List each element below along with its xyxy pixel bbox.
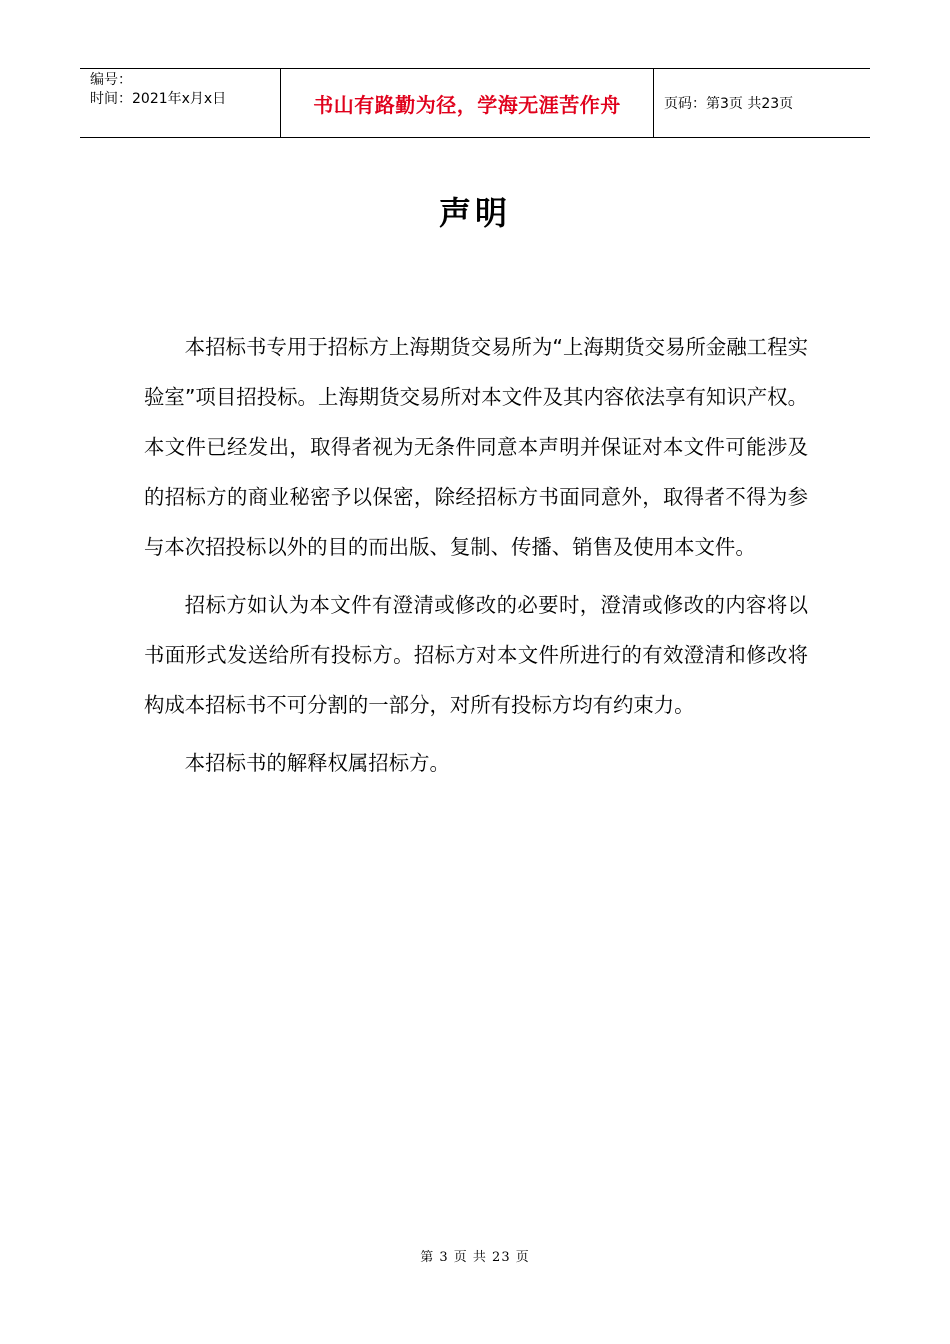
header-page-info: 页码：第3页 共23页 [664, 96, 794, 112]
document-body [144, 322, 808, 796]
document-time-label: 时间：2021年x月x日 [90, 91, 227, 107]
header-motto-cell [281, 69, 654, 137]
body-paragraph-2: 招标方如认为本文件有澄清或修改的必要时，澄清或修改的内容将以书面形式发送给所有投标方。招标方对本文件所进行的有效澄清和修改将构成本招标书不可分割的一部分，对所有投标方均有约束力。 [144, 593, 808, 717]
header-motto: 书山有路勤为径，学海无涯苦作舟 [313, 92, 621, 117]
header-meta-cell [80, 69, 281, 137]
header-page-cell [654, 69, 870, 137]
page-footer: 第 3 页 共 23 页 [420, 1250, 530, 1265]
page-header [80, 68, 870, 138]
body-paragraph-3: 本招标书的解释权属招标方。 [184, 751, 450, 775]
body-paragraph-1: 本招标书专用于招标方上海期货交易所为“上海期货交易所金融工程实验室”项目招投标。上海期货交易所对本文件及其内容依法享有知识产权。本文件已经发出，取得者视为无条件同意本声明并保证对本文件可能涉及的招标方的商业秘密予以保密，除经招标方书面同意外，取得者不得为参与本次招投标以外的目的而出版、复制、传播、销售及使用本文件。 [144, 335, 808, 559]
document-title: 声明 [438, 194, 511, 232]
document-id-label: 编号： [90, 72, 132, 88]
